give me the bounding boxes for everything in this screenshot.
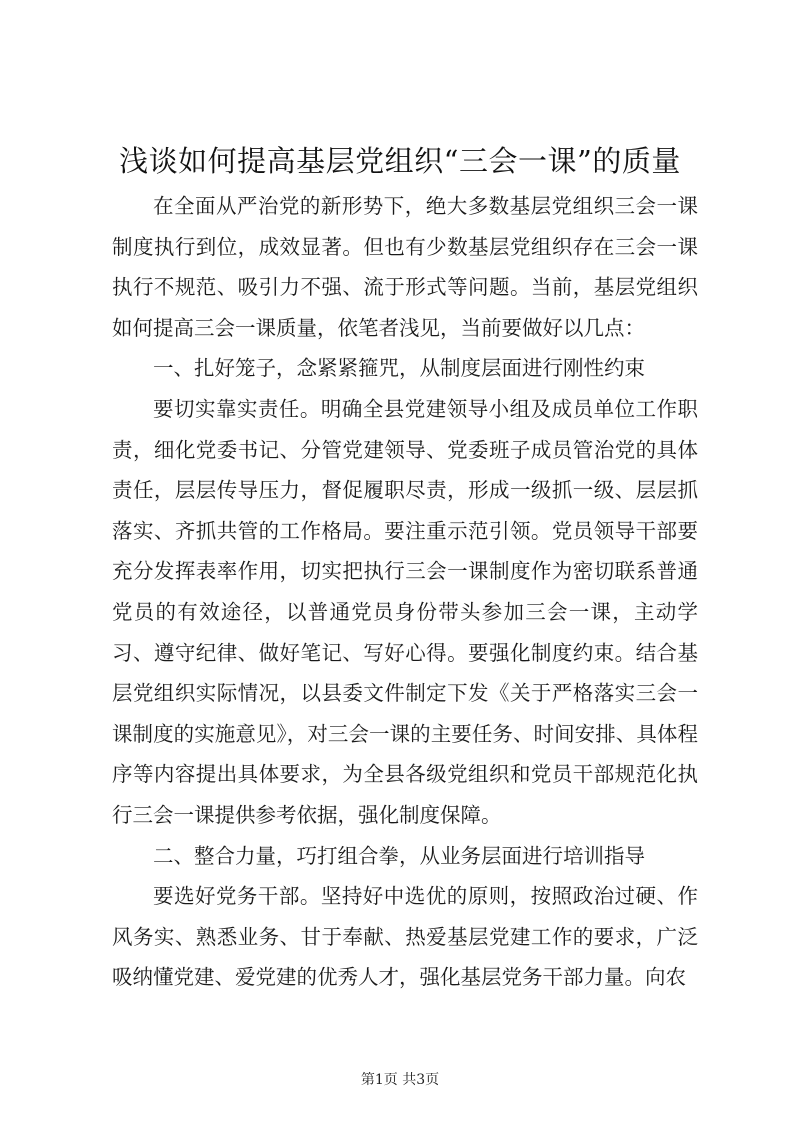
paragraph-section-1: 要切实靠实责任。明确全县党建领导小组及成员单位工作职责，细化党委书记、分管党建领导、党委班子成员管治党的具体责任，层层传导压力，督促履职尽责，形成一级抓一级、层层抓落实、齐抓共管的工作格局。要注重示范引领。党员领导干部要充分发挥表率作用，切实把执行三会一课制度作为密切联系普通党员的有效途径，以普通党员身份带头参加三会一课，主动学习、遵守纪律、做好笔记、写好心得。要强化制度约束。结合基层党组织实际情况，以县委文件制定下发《关于严格落实三会一课制度的实施意见》，对三会一课的主要任务、时间安排、具体程序等内容提出具体要求，为全县各级党组织和党员干部规范化执行三会一课提供参考依据，强化制度保障。 — [112, 396, 698, 827]
document-body — [112, 186, 698, 998]
section-heading-1: 一、扎好笼子，念紧紧箍咒，从制度层面进行刚性约束 — [153, 356, 645, 381]
paragraph-section-2: 要选好党务干部。坚持好中选优的原则，按照政治过硬、作风务实、熟悉业务、甘于奉献、热爱基层党建工作的要求，广泛吸纳懂党建、爱党建的优秀人才，强化基层党务干部力量。向农 — [112, 884, 698, 990]
paragraph-intro: 在全面从严治党的新形势下，绝大多数基层党组织三会一课制度执行到位，成效显著。但也有少数基层党组织存在三会一课执行不规范、吸引力不强、流于形式等问题。当前，基层党组织如何提高三会一课质量，依笔者浅见，当前要做好以几点： — [112, 194, 698, 340]
document-title: 浅谈如何提高基层党组织“三会一课”的质量 — [119, 144, 681, 178]
section-heading-2: 二、整合力量，巧打组合拳，从业务层面进行培训指导 — [153, 843, 645, 868]
page-footer: 第1页 共3页 — [360, 1072, 440, 1088]
